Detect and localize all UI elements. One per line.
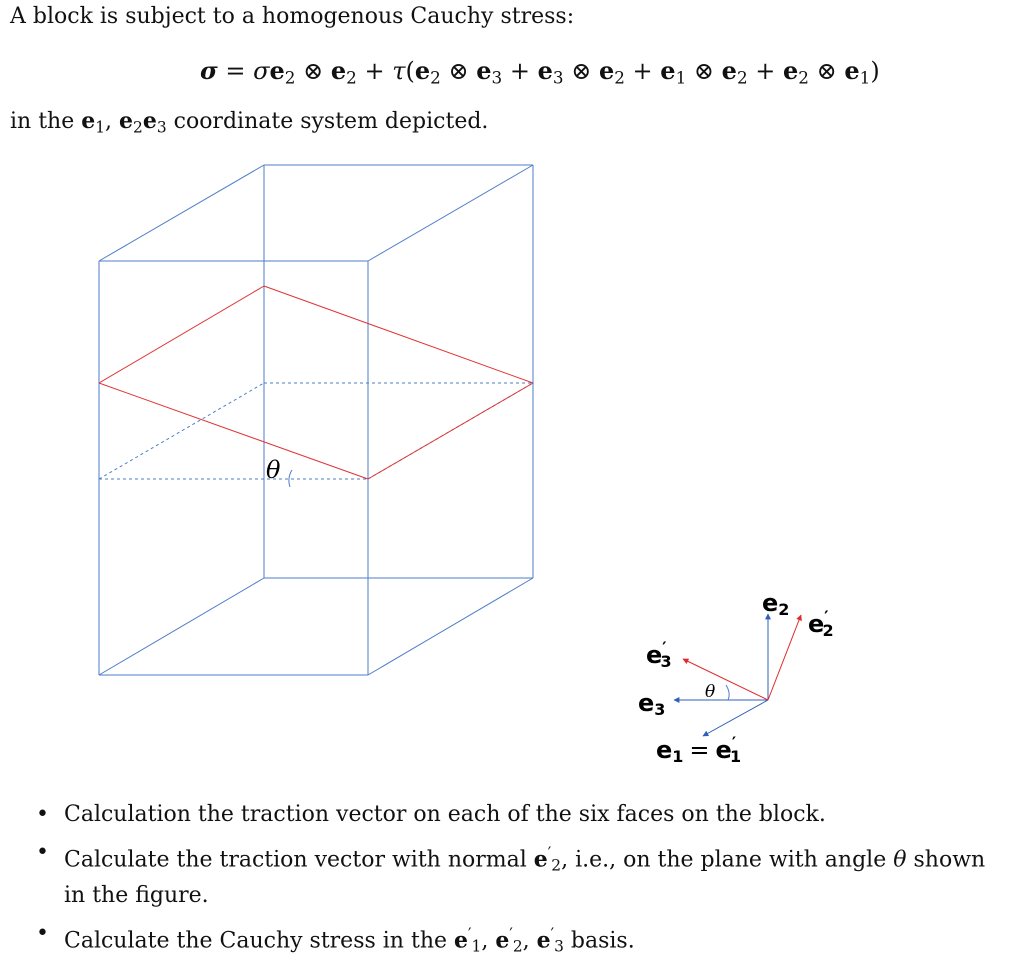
task-list — [36, 800, 1006, 969]
top-left-connector — [99, 165, 264, 261]
block-edges — [99, 165, 533, 675]
e3-prime-axis-arrow — [683, 659, 768, 700]
task-item-3: • Calculate the Cauchy stress in the $e'_1$, $e'_2$, $e'_3$ basis. — [36, 919, 1006, 962]
intro-text: A block is subject to a homogenous Cauchy stress: — [10, 4, 575, 29]
e2-label: e2 — [762, 589, 790, 619]
axes-theta-label: θ — [705, 682, 716, 702]
bottom-right-connector — [368, 578, 533, 675]
task-item-2: • Calculate the traction vector with normal $e'_2$, i.e., on the plane with angle θ shown in the figure. — [36, 838, 1006, 911]
bottom-left-connector — [99, 578, 264, 675]
top-right-connector — [368, 165, 533, 261]
block-theta-label: θ — [266, 456, 281, 484]
horizontal-section — [99, 383, 533, 479]
e1-axis-arrow — [703, 700, 768, 736]
e1-equals-e1-prime-label: e1 = e′ 1 — [656, 733, 742, 766]
axes-diagram — [638, 589, 834, 766]
e3-label: e3 — [638, 689, 666, 719]
stress-equation: $\sigma = \sigma e_2$ ⊗ $e_2 + \tau(e_2$ ⊗ $e_3 + e_3$ ⊗ $e_2 + e_1$ ⊗ $e_2 + e_2$ ⊗ $e_1$) — [200, 56, 880, 88]
axes-theta-arc — [726, 685, 729, 700]
e2-prime-label: e′ 2 — [808, 607, 834, 640]
inclined-plane — [99, 286, 533, 479]
e2-prime-axis-arrow — [768, 615, 801, 700]
task-item-1: • Calculation the traction vector on each of the six faces on the block. — [36, 800, 1006, 830]
coordinate-system-text: in the $e_1$, $e_2e_3$ coordinate system depicted. — [10, 108, 489, 137]
e3-prime-label: e′ 3 — [646, 638, 672, 671]
